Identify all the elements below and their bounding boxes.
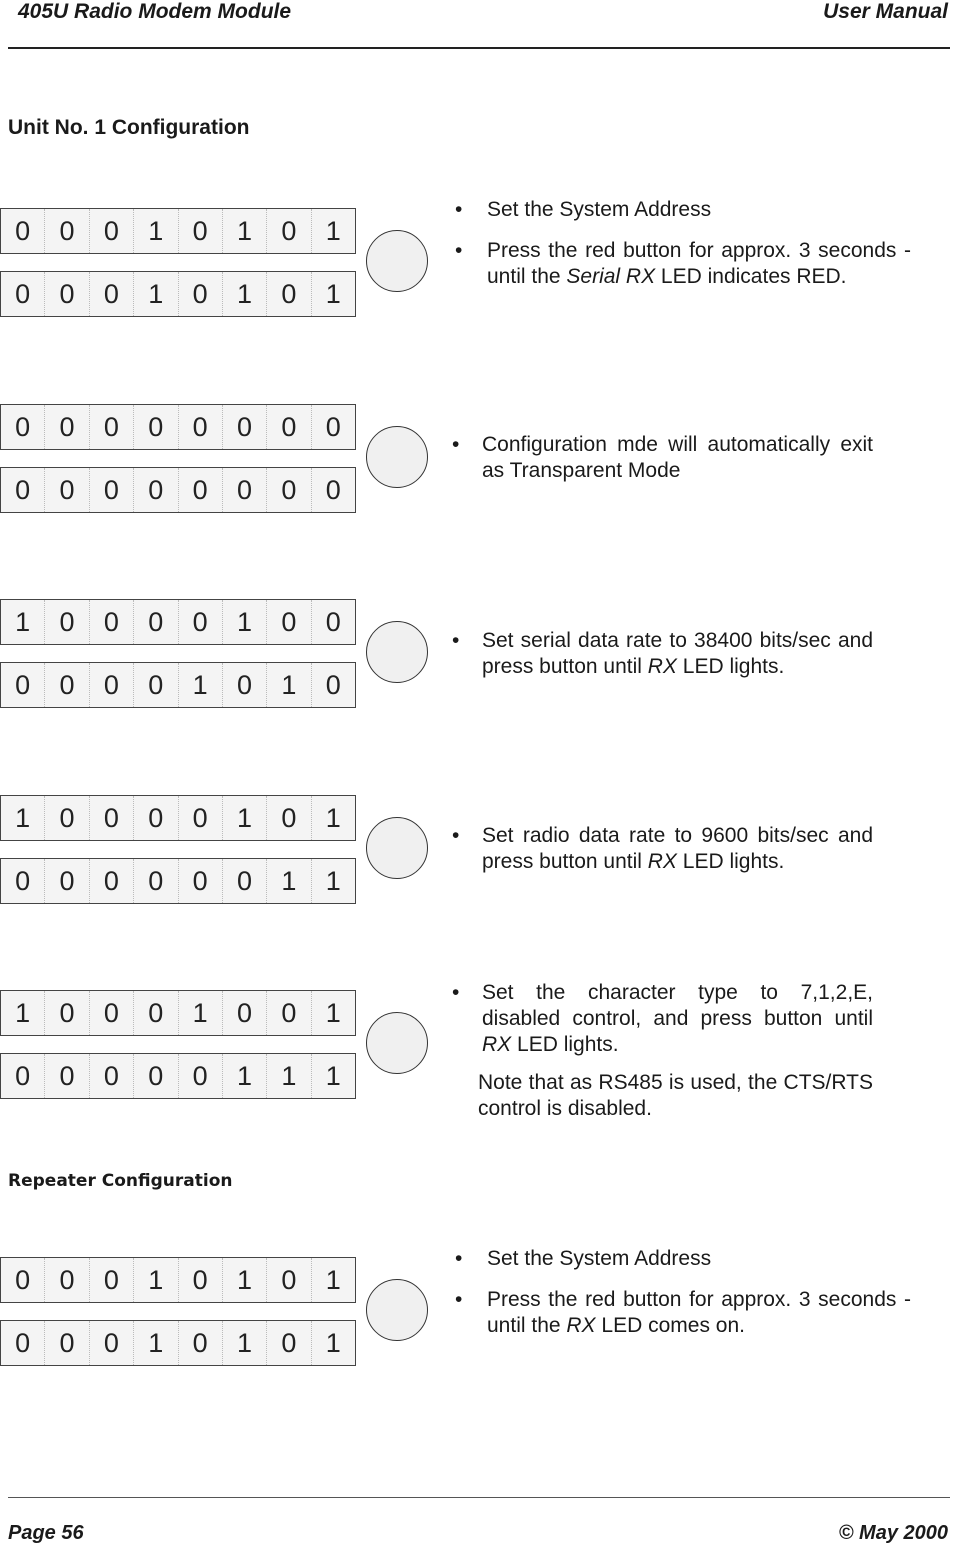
dip-switch-row xyxy=(0,467,356,513)
switch-position-4: 1 xyxy=(134,209,178,253)
section-title-unit1: Unit No. 1 Configuration xyxy=(8,116,250,139)
step-4-description xyxy=(452,823,873,890)
switch-position-6: 0 xyxy=(223,991,267,1035)
step-6-bullet-2: • Press the red button for approx. 3 seconds - until the RX LED comes on. xyxy=(455,1287,911,1339)
switch-position-7: 1 xyxy=(267,859,311,903)
switch-position-6: 0 xyxy=(223,405,267,449)
switch-position-2: 0 xyxy=(45,1054,89,1098)
switch-position-5: 1 xyxy=(179,991,223,1035)
switch-position-8: 1 xyxy=(325,998,341,1028)
switch-position-1: 0 xyxy=(1,272,45,316)
step-2-bullet-1: • Configuration mde will automatically exit as Transparent Mode xyxy=(452,432,873,484)
switch-position-5: 0 xyxy=(179,1321,223,1365)
switch-position-2: 0 xyxy=(45,600,89,644)
switch-position-3: 0 xyxy=(90,272,134,316)
step-4-bullet-1: • Set radio data rate to 9600 bits/sec and press button until RX LED lights. xyxy=(452,823,873,875)
switch-position-6: 1 xyxy=(223,209,267,253)
switch-position-5: 0 xyxy=(179,859,223,903)
switch-position-4: 0 xyxy=(134,991,178,1035)
switch-position-4: 0 xyxy=(134,600,178,644)
switch-position-4: 1 xyxy=(134,1258,178,1302)
switch-position-6: 1 xyxy=(223,1054,267,1098)
switch-position-2: 0 xyxy=(45,405,89,449)
switch-position-5: 0 xyxy=(179,272,223,316)
switch-position-8: 1 xyxy=(325,1328,341,1358)
switch-position-8: 1 xyxy=(325,866,341,896)
red-button-icon xyxy=(366,230,428,292)
step-1-bullet-1: • Set the System Address xyxy=(455,197,911,223)
step-5-bullet-1: • Set the character type to 7,1,2,E, disabled control, and press button until RX LED lights. xyxy=(452,980,873,1058)
switch-position-5: 0 xyxy=(179,600,223,644)
switch-position-5: 0 xyxy=(179,1054,223,1098)
step-1-description xyxy=(455,197,911,305)
switch-position-7: 1 xyxy=(267,1054,311,1098)
step-5-note: Note that as RS485 is used, the CTS/RTS control is disabled. xyxy=(478,1071,873,1120)
red-button-icon xyxy=(366,1012,428,1074)
switch-position-8: 1 xyxy=(325,216,341,246)
step-5-description xyxy=(452,980,873,1122)
switch-position-3: 0 xyxy=(90,468,134,512)
footer-divider xyxy=(8,1497,950,1498)
header-manual-label: User Manual xyxy=(823,0,948,23)
dip-switch-row xyxy=(0,662,356,708)
switch-position-7: 0 xyxy=(267,991,311,1035)
switch-position-7: 0 xyxy=(267,1258,311,1302)
switch-position-2: 0 xyxy=(45,1321,89,1365)
switch-position-2: 0 xyxy=(45,1258,89,1302)
red-button-icon xyxy=(366,621,428,683)
page-number: Page 56 xyxy=(8,1522,84,1544)
switch-position-4: 0 xyxy=(134,663,178,707)
dip-switch-row xyxy=(0,404,356,450)
switch-position-3: 0 xyxy=(90,1258,134,1302)
switch-position-8: 0 xyxy=(325,412,341,442)
switch-position-3: 0 xyxy=(90,405,134,449)
step-6-description xyxy=(455,1246,911,1354)
switch-position-6: 1 xyxy=(223,1321,267,1365)
switch-position-3: 0 xyxy=(90,859,134,903)
switch-position-3: 0 xyxy=(90,600,134,644)
switch-position-8: 1 xyxy=(325,279,341,309)
dip-switch-row xyxy=(0,1053,356,1099)
switch-position-7: 0 xyxy=(267,405,311,449)
switch-position-1: 0 xyxy=(1,209,45,253)
switch-position-1: 0 xyxy=(1,1258,45,1302)
switch-position-4: 0 xyxy=(134,468,178,512)
switch-position-2: 0 xyxy=(45,468,89,512)
switch-position-8: 0 xyxy=(325,607,341,637)
dip-switch-row xyxy=(0,795,356,841)
switch-position-2: 0 xyxy=(45,796,89,840)
switch-position-7: 0 xyxy=(267,1321,311,1365)
switch-position-1: 0 xyxy=(1,405,45,449)
switch-position-3: 0 xyxy=(90,991,134,1035)
switch-position-7: 1 xyxy=(267,663,311,707)
switch-position-8: 1 xyxy=(325,1061,341,1091)
switch-position-5: 0 xyxy=(179,1258,223,1302)
switch-position-7: 0 xyxy=(267,209,311,253)
switch-position-3: 0 xyxy=(90,663,134,707)
switch-position-5: 0 xyxy=(179,468,223,512)
switch-position-1: 1 xyxy=(1,991,45,1035)
switch-position-6: 0 xyxy=(223,859,267,903)
switch-position-2: 0 xyxy=(45,859,89,903)
switch-position-5: 0 xyxy=(179,209,223,253)
switch-position-6: 1 xyxy=(223,600,267,644)
switch-position-7: 0 xyxy=(267,796,311,840)
switch-position-8: 1 xyxy=(325,1265,341,1295)
red-button-icon xyxy=(366,426,428,488)
switch-position-6: 0 xyxy=(223,663,267,707)
switch-position-8: 1 xyxy=(325,803,341,833)
switch-position-8: 0 xyxy=(325,670,341,700)
header-title: 405U Radio Modem Module xyxy=(18,0,292,23)
switch-position-4: 0 xyxy=(134,1054,178,1098)
switch-position-4: 0 xyxy=(134,405,178,449)
switch-position-1: 1 xyxy=(1,796,45,840)
dip-switch-row xyxy=(0,599,356,645)
dip-switch-row xyxy=(0,1320,356,1366)
step-3-description xyxy=(452,628,873,695)
switch-position-4: 0 xyxy=(134,796,178,840)
switch-position-2: 0 xyxy=(45,209,89,253)
switch-position-8: 0 xyxy=(325,475,341,505)
switch-position-1: 0 xyxy=(1,859,45,903)
switch-position-3: 0 xyxy=(90,1321,134,1365)
switch-position-5: 0 xyxy=(179,796,223,840)
step-2-description xyxy=(452,432,873,499)
red-button-icon xyxy=(366,817,428,879)
dip-switch-row xyxy=(0,271,356,317)
step-6-bullet-1: • Set the System Address xyxy=(455,1246,911,1272)
copyright-date: © May 2000 xyxy=(838,1522,948,1544)
switch-position-7: 0 xyxy=(267,468,311,512)
dip-switch-row xyxy=(0,990,356,1036)
red-button-icon xyxy=(366,1279,428,1341)
switch-position-1: 1 xyxy=(1,600,45,644)
switch-position-1: 0 xyxy=(1,468,45,512)
switch-position-2: 0 xyxy=(45,991,89,1035)
step-1-bullet-2: • Press the red button for approx. 3 seconds - until the Serial RX LED indicates RED. xyxy=(455,238,911,290)
switch-position-4: 0 xyxy=(134,859,178,903)
switch-position-7: 0 xyxy=(267,272,311,316)
switch-position-2: 0 xyxy=(45,272,89,316)
switch-position-1: 0 xyxy=(1,1321,45,1365)
dip-switch-row xyxy=(0,858,356,904)
switch-position-6: 0 xyxy=(223,468,267,512)
section-title-repeater: Repeater Configuration xyxy=(8,1171,233,1191)
switch-position-6: 1 xyxy=(223,796,267,840)
switch-position-4: 1 xyxy=(134,272,178,316)
step-3-bullet-1: • Set serial data rate to 38400 bits/sec and press button until RX LED lights. xyxy=(452,628,873,680)
switch-position-4: 1 xyxy=(134,1321,178,1365)
switch-position-3: 0 xyxy=(90,1054,134,1098)
switch-position-3: 0 xyxy=(90,796,134,840)
header-divider xyxy=(8,47,950,49)
dip-switch-row xyxy=(0,1257,356,1303)
switch-position-5: 0 xyxy=(179,405,223,449)
dip-switch-row xyxy=(0,208,356,254)
switch-position-1: 0 xyxy=(1,1054,45,1098)
switch-position-6: 1 xyxy=(223,272,267,316)
switch-position-1: 0 xyxy=(1,663,45,707)
switch-position-2: 0 xyxy=(45,663,89,707)
switch-position-6: 1 xyxy=(223,1258,267,1302)
switch-position-5: 1 xyxy=(179,663,223,707)
switch-position-7: 0 xyxy=(267,600,311,644)
switch-position-3: 0 xyxy=(90,209,134,253)
